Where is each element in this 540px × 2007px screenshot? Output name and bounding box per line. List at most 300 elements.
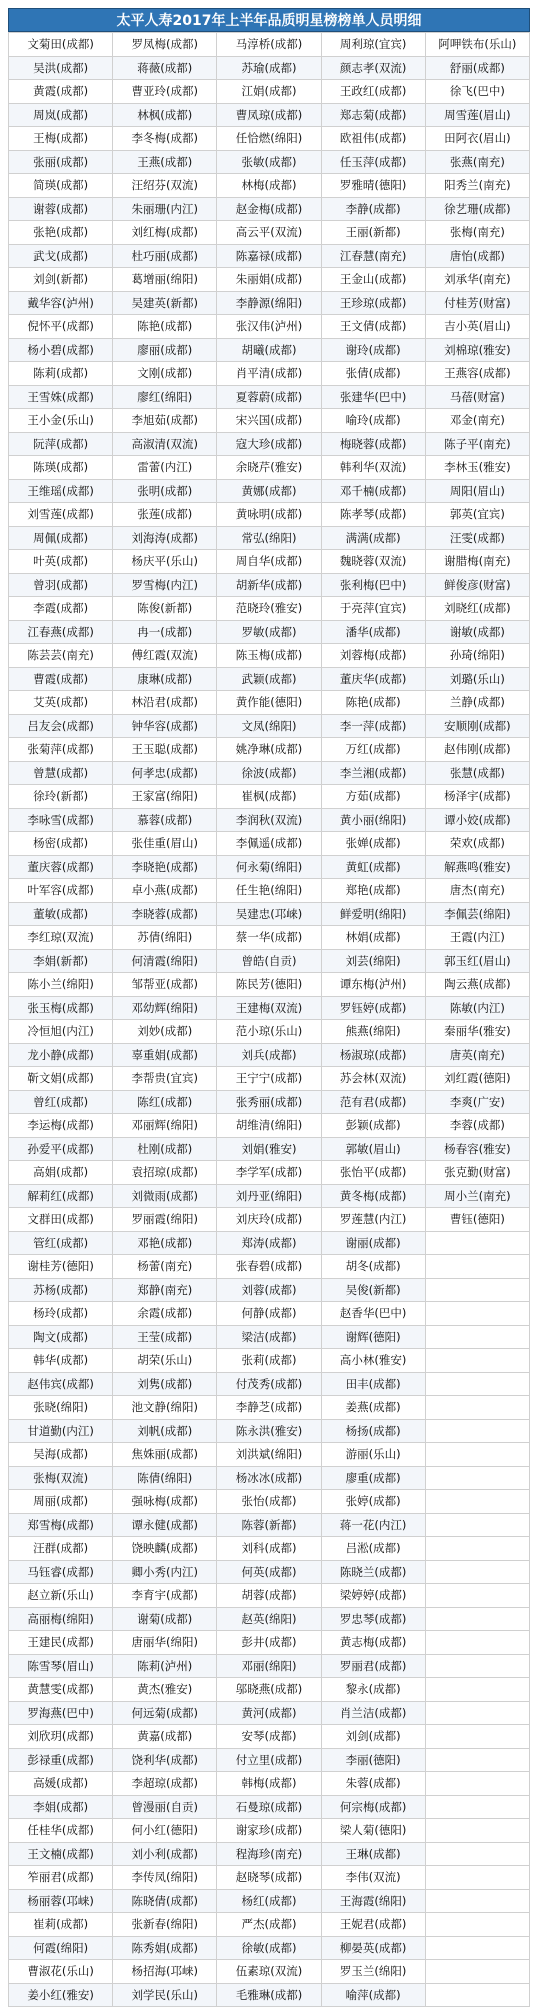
name-cell: 曹亚玲(成都)	[113, 80, 217, 104]
table-row	[9, 1067, 530, 1091]
name-cell: 吴俊(新都)	[321, 1278, 425, 1302]
name-cell: 简瑛(成都)	[9, 174, 113, 198]
empty-cell	[425, 1302, 529, 1326]
empty-cell	[425, 1231, 529, 1255]
name-cell: 陈红(成都)	[113, 1090, 217, 1114]
name-cell: 张燕(南充)	[425, 150, 529, 174]
name-cell: 吴洪(成都)	[9, 56, 113, 80]
name-cell: 曹凤琼(成都)	[217, 103, 321, 127]
table-row	[9, 1161, 530, 1185]
name-cell: 傅红霞(双流)	[113, 644, 217, 668]
name-cell: 马蓓(财富)	[425, 385, 529, 409]
name-cell: 黄娜(成都)	[217, 479, 321, 503]
name-cell: 何永菊(绵阳)	[217, 855, 321, 879]
name-cell: 阮萍(成都)	[9, 432, 113, 456]
name-cell: 陈嘉禄(成都)	[217, 244, 321, 268]
name-cell: 陈子平(南充)	[425, 432, 529, 456]
name-cell: 何小红(德阳)	[113, 1819, 217, 1843]
name-cell: 杨扬(成都)	[321, 1419, 425, 1443]
table-row	[9, 1302, 530, 1326]
name-cell: 文刚(成都)	[113, 362, 217, 386]
empty-cell	[425, 1983, 529, 2007]
name-cell: 曹霞(成都)	[9, 667, 113, 691]
name-cell: 杨红(成都)	[217, 1889, 321, 1913]
name-cell: 陈晓兰(成都)	[321, 1560, 425, 1584]
empty-cell	[425, 1866, 529, 1890]
name-cell: 郑雪梅(成都)	[9, 1513, 113, 1537]
name-cell: 赵晓琴(成都)	[217, 1866, 321, 1890]
name-cell: 罗凤梅(成都)	[113, 33, 217, 57]
table-row	[9, 526, 530, 550]
table-row	[9, 808, 530, 832]
name-cell: 陈民芳(德阳)	[217, 973, 321, 997]
name-cell: 陈瑛(成都)	[9, 456, 113, 480]
name-cell: 文群田(成都)	[9, 1208, 113, 1232]
name-cell: 赵香华(巴中)	[321, 1302, 425, 1326]
name-cell: 高媛(成都)	[9, 1772, 113, 1796]
name-cell: 高丽梅(绵阳)	[9, 1607, 113, 1631]
name-cell: 谭小姣(成都)	[425, 808, 529, 832]
name-cell: 万红(成都)	[321, 738, 425, 762]
name-cell: 郑静(南充)	[113, 1278, 217, 1302]
table-row	[9, 902, 530, 926]
name-cell: 赵立新(乐山)	[9, 1584, 113, 1608]
name-cell: 饶利华(成都)	[113, 1748, 217, 1772]
name-cell: 王建梅(双流)	[217, 996, 321, 1020]
table-row	[9, 1090, 530, 1114]
name-cell: 周阳(眉山)	[425, 479, 529, 503]
table-row	[9, 1866, 530, 1890]
name-cell: 杨丽蓉(邛崃)	[9, 1889, 113, 1913]
name-cell: 黄咏明(成都)	[217, 503, 321, 527]
empty-cell	[425, 1913, 529, 1937]
name-cell: 邓丽辉(绵阳)	[113, 1114, 217, 1138]
name-cell: 杨玲(成都)	[9, 1302, 113, 1326]
name-cell: 张慧(成都)	[425, 761, 529, 785]
table-row	[9, 1325, 530, 1349]
name-cell: 焦姝丽(成都)	[113, 1443, 217, 1467]
name-cell: 赵伟刚(成都)	[425, 738, 529, 762]
empty-cell	[425, 1654, 529, 1678]
name-cell: 安琴(成都)	[217, 1725, 321, 1749]
name-cell: 黄冬梅(成都)	[321, 1184, 425, 1208]
name-cell: 池文静(绵阳)	[113, 1396, 217, 1420]
name-cell: 吴建忠(邛崃)	[217, 902, 321, 926]
name-cell: 谭东梅(泸州)	[321, 973, 425, 997]
name-cell: 周丽(成都)	[9, 1490, 113, 1514]
name-cell: 杨小碧(成都)	[9, 338, 113, 362]
name-cell: 韩梅(成都)	[217, 1772, 321, 1796]
table-row	[9, 1913, 530, 1937]
name-cell: 陈敏(内江)	[425, 996, 529, 1020]
name-cell: 吉小英(眉山)	[425, 315, 529, 339]
name-cell: 李静源(绵阳)	[217, 291, 321, 315]
name-cell: 肖兰洁(成都)	[321, 1701, 425, 1725]
name-cell: 吕淞(成都)	[321, 1537, 425, 1561]
name-cell: 胡维清(绵阳)	[217, 1114, 321, 1138]
name-cell: 陈秀娟(成都)	[113, 1936, 217, 1960]
name-cell: 刘晓红(成都)	[425, 597, 529, 621]
table-row	[9, 409, 530, 433]
empty-cell	[425, 1278, 529, 1302]
table-row	[9, 1725, 530, 1749]
name-cell: 徐艺珊(成都)	[425, 197, 529, 221]
name-cell: 姚净琳(成都)	[217, 738, 321, 762]
name-cell: 钟华容(成都)	[113, 714, 217, 738]
name-cell: 文凤(绵阳)	[217, 714, 321, 738]
name-cell: 唐英(南充)	[425, 1043, 529, 1067]
name-cell: 刘红霞(德阳)	[425, 1067, 529, 1091]
name-cell: 谢辉(德阳)	[321, 1325, 425, 1349]
name-cell: 刘剑(成都)	[321, 1725, 425, 1749]
table-row	[9, 926, 530, 950]
name-cell: 鲜爱明(绵阳)	[321, 902, 425, 926]
table-row	[9, 432, 530, 456]
table-row	[9, 761, 530, 785]
empty-cell	[425, 1513, 529, 1537]
name-cell: 吕友会(成都)	[9, 714, 113, 738]
name-cell: 罗莲慧(内江)	[321, 1208, 425, 1232]
name-cell: 张梅(南充)	[425, 221, 529, 245]
name-cell: 王琳(成都)	[321, 1842, 425, 1866]
table-row	[9, 1490, 530, 1514]
name-cell: 强咏梅(成都)	[113, 1490, 217, 1514]
name-cell: 陶文(成都)	[9, 1325, 113, 1349]
name-cell: 黄杰(雅安)	[113, 1678, 217, 1702]
name-cell: 汪雯(成都)	[425, 526, 529, 550]
name-cell: 苏会林(双流)	[321, 1067, 425, 1091]
name-cell: 李运梅(成都)	[9, 1114, 113, 1138]
roster-table	[8, 32, 530, 2007]
name-cell: 林梅(成都)	[217, 174, 321, 198]
table-row	[9, 714, 530, 738]
name-cell: 周雪莲(眉山)	[425, 103, 529, 127]
name-cell: 郑艳(成都)	[321, 879, 425, 903]
name-cell: 罗忠琴(成都)	[321, 1607, 425, 1631]
name-cell: 陈玉梅(成都)	[217, 644, 321, 668]
table-row	[9, 150, 530, 174]
name-cell: 黄小丽(绵阳)	[321, 808, 425, 832]
name-cell: 胡荣(乐山)	[113, 1349, 217, 1373]
name-cell: 陈倩(绵阳)	[113, 1466, 217, 1490]
name-cell: 刘隽(成都)	[113, 1372, 217, 1396]
name-cell: 王建民(成都)	[9, 1631, 113, 1655]
name-cell: 林沿君(成都)	[113, 691, 217, 715]
name-cell: 谢菊(成都)	[113, 1607, 217, 1631]
name-cell: 李旭茹(成都)	[113, 409, 217, 433]
name-cell: 付立里(成都)	[217, 1748, 321, 1772]
empty-cell	[425, 1396, 529, 1420]
name-cell: 满满(成都)	[321, 526, 425, 550]
name-cell: 邓金(南充)	[425, 409, 529, 433]
name-cell: 谢腊梅(南充)	[425, 550, 529, 574]
name-cell: 龙小静(成都)	[9, 1043, 113, 1067]
name-cell: 余霞(成都)	[113, 1302, 217, 1326]
name-cell: 游丽(乐山)	[321, 1443, 425, 1467]
table-row	[9, 127, 530, 151]
table-row	[9, 456, 530, 480]
name-cell: 唐杰(南充)	[425, 879, 529, 903]
name-cell: 谭永健(成都)	[113, 1513, 217, 1537]
name-cell: 梁洁(成都)	[217, 1325, 321, 1349]
name-cell: 高小林(雅安)	[321, 1349, 425, 1373]
name-cell: 夏蓉蔚(成都)	[217, 385, 321, 409]
table-row	[9, 1208, 530, 1232]
name-cell: 陈艳(成都)	[321, 691, 425, 715]
name-cell: 戴华容(泸州)	[9, 291, 113, 315]
empty-cell	[425, 1419, 529, 1443]
name-cell: 任桂华(成都)	[9, 1819, 113, 1843]
empty-cell	[425, 1560, 529, 1584]
name-cell: 孙琦(绵阳)	[425, 644, 529, 668]
name-cell: 朱丽娟(成都)	[217, 268, 321, 292]
name-cell: 程海珍(南充)	[217, 1842, 321, 1866]
name-cell: 武戈(成都)	[9, 244, 113, 268]
name-cell: 范晓玲(雅安)	[217, 597, 321, 621]
name-cell: 葛增丽(绵阳)	[113, 268, 217, 292]
name-cell: 颜志孝(双流)	[321, 56, 425, 80]
name-cell: 刘璐(乐山)	[425, 667, 529, 691]
name-cell: 罗敏(成都)	[217, 620, 321, 644]
name-cell: 卿小秀(内江)	[113, 1560, 217, 1584]
name-cell: 刘洪斌(绵阳)	[217, 1443, 321, 1467]
name-cell: 赵英(绵阳)	[217, 1607, 321, 1631]
empty-cell	[425, 1255, 529, 1279]
table-row	[9, 1842, 530, 1866]
name-cell: 舒丽(成都)	[425, 56, 529, 80]
name-cell: 王莹(成都)	[113, 1325, 217, 1349]
name-cell: 杨泽宇(成都)	[425, 785, 529, 809]
name-cell: 罗丽君(成都)	[321, 1654, 425, 1678]
name-cell: 曹淑花(乐山)	[9, 1960, 113, 1984]
table-row	[9, 1419, 530, 1443]
table-row	[9, 1960, 530, 1984]
name-cell: 徐玲(新都)	[9, 785, 113, 809]
name-cell: 刘蓉梅(成都)	[321, 644, 425, 668]
name-cell: 陈艳(成都)	[113, 315, 217, 339]
name-cell: 杜巧丽(成都)	[113, 244, 217, 268]
name-cell: 陈莉(成都)	[9, 362, 113, 386]
name-cell: 曾漫丽(自贡)	[113, 1795, 217, 1819]
name-cell: 王家富(绵阳)	[113, 785, 217, 809]
table-row	[9, 1278, 530, 1302]
name-cell: 梅晓蓉(成都)	[321, 432, 425, 456]
name-cell: 张玉梅(成都)	[9, 996, 113, 1020]
name-cell: 安顺刚(成都)	[425, 714, 529, 738]
name-cell: 吴建英(新都)	[113, 291, 217, 315]
table-row	[9, 785, 530, 809]
name-cell: 刘妙(成都)	[113, 1020, 217, 1044]
name-cell: 胡新华(成都)	[217, 573, 321, 597]
name-cell: 张佳重(眉山)	[113, 832, 217, 856]
name-cell: 王金山(成都)	[321, 268, 425, 292]
name-cell: 唐怡(成都)	[425, 244, 529, 268]
name-cell: 曹钰(德阳)	[425, 1208, 529, 1232]
name-cell: 李咏雪(成都)	[9, 808, 113, 832]
empty-cell	[425, 1795, 529, 1819]
name-cell: 杨春容(雅安)	[425, 1137, 529, 1161]
name-cell: 李润秋(双流)	[217, 808, 321, 832]
name-cell: 黄虹(成都)	[321, 855, 425, 879]
name-cell: 彭井(成都)	[217, 1631, 321, 1655]
name-cell: 黄河(成都)	[217, 1701, 321, 1725]
name-cell: 董庆蓉(成都)	[9, 855, 113, 879]
name-cell: 陈小兰(绵阳)	[9, 973, 113, 997]
roster-body	[9, 33, 530, 2007]
name-cell: 杨密(成都)	[9, 832, 113, 856]
table-row	[9, 362, 530, 386]
table-row	[9, 644, 530, 668]
name-cell: 韩利华(双流)	[321, 456, 425, 480]
empty-cell	[425, 1772, 529, 1796]
name-cell: 张莲(成都)	[113, 503, 217, 527]
name-cell: 马淳桥(成都)	[217, 33, 321, 57]
name-cell: 高娟(成都)	[9, 1161, 113, 1185]
name-cell: 曾慧(成都)	[9, 761, 113, 785]
table-row	[9, 1396, 530, 1420]
name-cell: 李伟(双流)	[321, 1866, 425, 1890]
name-cell: 王海霞(绵阳)	[321, 1889, 425, 1913]
name-cell: 王维瑶(成都)	[9, 479, 113, 503]
name-cell: 罗玉兰(绵阳)	[321, 1960, 425, 1984]
table-row	[9, 1255, 530, 1279]
name-cell: 张晓(绵阳)	[9, 1396, 113, 1420]
table-row	[9, 1231, 530, 1255]
name-cell: 周自华(成都)	[217, 550, 321, 574]
name-cell: 李冬梅(成都)	[113, 127, 217, 151]
name-cell: 秦丽华(雅安)	[425, 1020, 529, 1044]
name-cell: 汪绍芬(双流)	[113, 174, 217, 198]
name-cell: 吴海(成都)	[9, 1443, 113, 1467]
name-cell: 管红(成都)	[9, 1231, 113, 1255]
name-cell: 田阿衣(眉山)	[425, 127, 529, 151]
name-cell: 兰静(成都)	[425, 691, 529, 715]
name-cell: 郭英(宜宾)	[425, 503, 529, 527]
name-cell: 田丰(成都)	[321, 1372, 425, 1396]
empty-cell	[425, 1443, 529, 1467]
table-row	[9, 691, 530, 715]
name-cell: 王政红(成都)	[321, 80, 425, 104]
name-cell: 张明(成都)	[113, 479, 217, 503]
empty-cell	[425, 1466, 529, 1490]
name-cell: 刘娟(雅安)	[217, 1137, 321, 1161]
name-cell: 王宁宁(成都)	[217, 1067, 321, 1091]
name-cell: 蒋薇(成都)	[113, 56, 217, 80]
table-row	[9, 855, 530, 879]
name-cell: 林枫(成都)	[113, 103, 217, 127]
empty-cell	[425, 1725, 529, 1749]
name-cell: 李超琼(成都)	[113, 1772, 217, 1796]
name-cell: 袁招琼(成都)	[113, 1161, 217, 1185]
table-row	[9, 1819, 530, 1843]
name-cell: 任玉萍(成都)	[321, 150, 425, 174]
table-row	[9, 667, 530, 691]
name-cell: 廖丽(成都)	[113, 338, 217, 362]
name-cell: 任恰燃(绵阳)	[217, 127, 321, 151]
name-cell: 周佩(成都)	[9, 526, 113, 550]
name-cell: 曾红(成都)	[9, 1090, 113, 1114]
name-cell: 何英(成都)	[217, 1560, 321, 1584]
name-cell: 徐波(成都)	[217, 761, 321, 785]
name-cell: 王玉聪(成都)	[113, 738, 217, 762]
name-cell: 李一萍(成都)	[321, 714, 425, 738]
name-cell: 雷蕾(内江)	[113, 456, 217, 480]
empty-cell	[425, 1960, 529, 1984]
name-cell: 于亮萍(宜宾)	[321, 597, 425, 621]
name-cell: 刘雪莲(成都)	[9, 503, 113, 527]
name-cell: 王燕(成都)	[113, 150, 217, 174]
table-row	[9, 174, 530, 198]
name-cell: 寇大珍(成都)	[217, 432, 321, 456]
name-cell: 何远菊(成都)	[113, 1701, 217, 1725]
name-cell: 胡蓉(成都)	[217, 1584, 321, 1608]
name-cell: 张建华(巴中)	[321, 385, 425, 409]
table-row	[9, 385, 530, 409]
name-cell: 邓千楠(成都)	[321, 479, 425, 503]
name-cell: 杨淑琼(成都)	[321, 1043, 425, 1067]
name-cell: 周利琼(宜宾)	[321, 33, 425, 57]
name-cell: 胡曦(成都)	[217, 338, 321, 362]
table-row	[9, 1631, 530, 1655]
name-cell: 郑涛(成都)	[217, 1231, 321, 1255]
name-cell: 笮丽君(成都)	[9, 1866, 113, 1890]
name-cell: 林娟(成都)	[321, 926, 425, 950]
name-cell: 高云平(双流)	[217, 221, 321, 245]
name-cell: 朱丽珊(内江)	[113, 197, 217, 221]
name-cell: 郭敏(眉山)	[321, 1137, 425, 1161]
name-cell: 刘丹亚(绵阳)	[217, 1184, 321, 1208]
table-row	[9, 80, 530, 104]
name-cell: 罗海燕(巴中)	[9, 1701, 113, 1725]
name-cell: 范有君(成都)	[321, 1090, 425, 1114]
name-cell: 王妮君(成都)	[321, 1913, 425, 1937]
name-cell: 周小兰(南充)	[425, 1184, 529, 1208]
name-cell: 谢家珍(成都)	[217, 1819, 321, 1843]
name-cell: 李晓艳(成都)	[113, 855, 217, 879]
name-cell: 李林玉(雅安)	[425, 456, 529, 480]
name-cell: 阿呷铁布(乐山)	[425, 33, 529, 57]
name-cell: 谢蓉(成都)	[9, 197, 113, 221]
table-row	[9, 1372, 530, 1396]
table-row	[9, 1772, 530, 1796]
name-cell: 江春慧(南充)	[321, 244, 425, 268]
name-cell: 李娟(成都)	[9, 1795, 113, 1819]
empty-cell	[425, 1631, 529, 1655]
table-row	[9, 1678, 530, 1702]
name-cell: 黎永(成都)	[321, 1678, 425, 1702]
table-row	[9, 1537, 530, 1561]
name-cell: 赵金梅(成都)	[217, 197, 321, 221]
name-cell: 邹帮亚(成都)	[113, 973, 217, 997]
name-cell: 武颖(成都)	[217, 667, 321, 691]
name-cell: 欧祖伟(成都)	[321, 127, 425, 151]
name-cell: 崔枫(成都)	[217, 785, 321, 809]
table-row	[9, 291, 530, 315]
table-row	[9, 973, 530, 997]
name-cell: 孙爱平(成都)	[9, 1137, 113, 1161]
name-cell: 冉一(成都)	[113, 620, 217, 644]
table-row	[9, 221, 530, 245]
empty-cell	[425, 1607, 529, 1631]
table-row	[9, 949, 530, 973]
name-cell: 廖红(绵阳)	[113, 385, 217, 409]
table-row	[9, 597, 530, 621]
name-cell: 姜小红(雅安)	[9, 1983, 113, 2007]
name-cell: 刘小利(成都)	[113, 1842, 217, 1866]
name-cell: 李育宇(成都)	[113, 1584, 217, 1608]
name-cell: 伍素琼(双流)	[217, 1960, 321, 1984]
name-cell: 韩华(成都)	[9, 1349, 113, 1373]
